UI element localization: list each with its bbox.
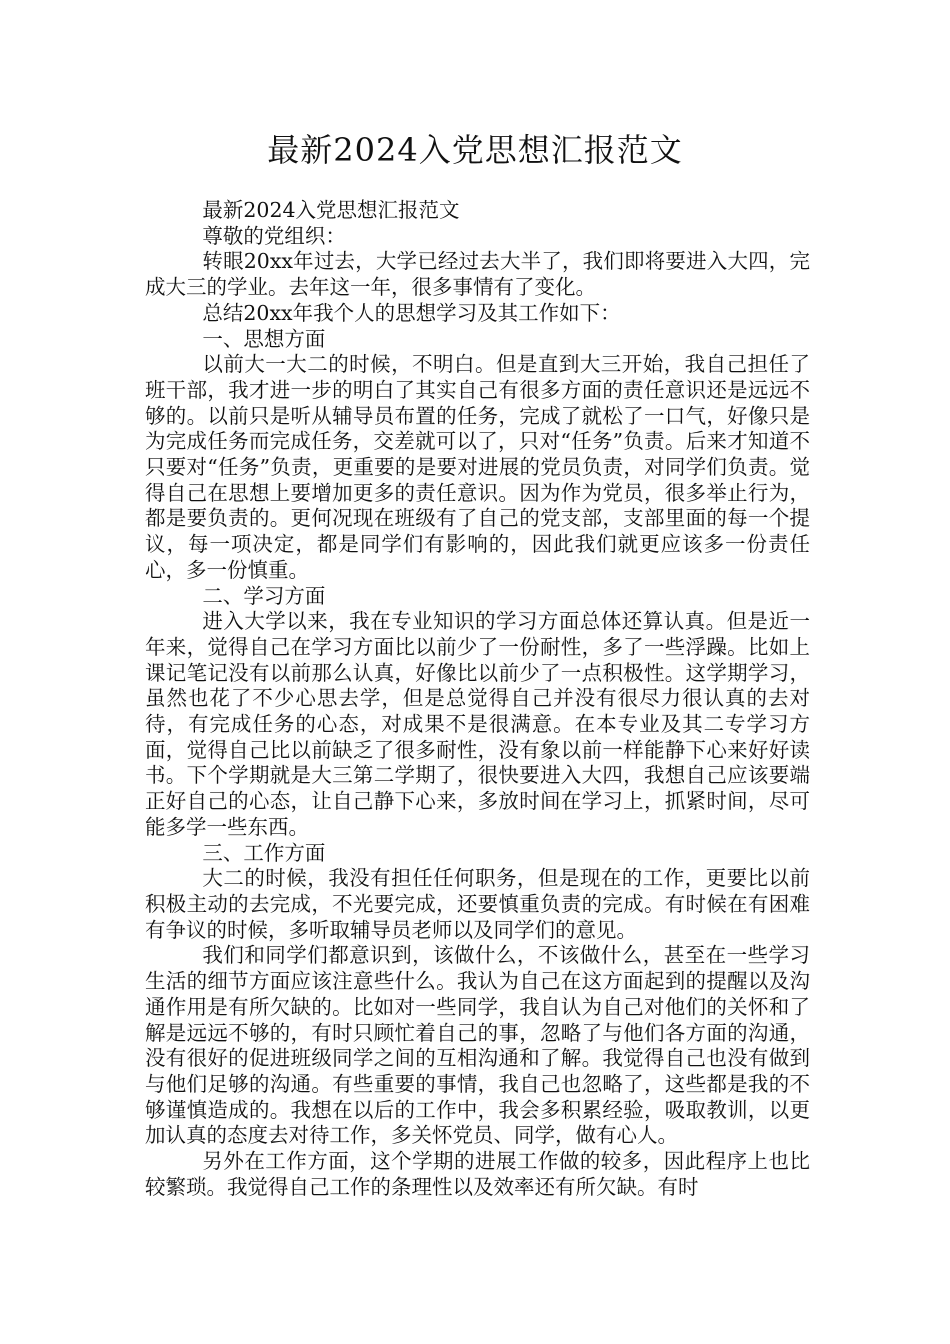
subtitle-line: 最新2024入党思想汇报范文 <box>202 198 460 222</box>
work-paragraph-3: 另外在工作方面，这个学期的进展工作做的较多，因此程序上也比较繁琐。我觉得自己工作的条理性以及效率还有所欠缺。有时 <box>145 1149 810 1199</box>
work-paragraph-2: 我们和同学们都意识到，该做什么，不该做什么，甚至在一些学习生活的细节方面应该注意些什么。我认为自己在这方面起到的提醒以及沟通作用是有所欠缺的。比如对一些同学，我自认为自己对他们的关怀和了解是远远不够的，有时只顾忙着自己的事，忽略了与他们各方面的沟通，没有很好的促进班级同学之间的互相沟通和了解。我觉得自己也没有做到与他们足够的沟通。有些重要的事情，我自己也忽略了，这些都是我的不够谨慎造成的。我想在以后的工作中，我会多积累经验，吸取教训，以更加认真的态度去对待工作，多关怀党员、同学，做有心人。 <box>145 943 810 1148</box>
intro-paragraph: 转眼20xx年过去，大学已经过去大半了，我们即将要进入大四，完成大三的学业。去年这一年，很多事情有了变化。 <box>145 249 810 300</box>
section-heading-thought: 一、思想方面 <box>202 326 326 351</box>
section-heading-work: 三、工作方面 <box>202 840 326 865</box>
document-title: 最新2024入党思想汇报范文 <box>267 131 683 169</box>
document-body <box>145 198 810 1200</box>
summary-line: 总结20xx年我个人的思想学习及其工作如下： <box>202 300 621 325</box>
study-paragraph: 进入大学以来，我在专业知识的学习方面总体还算认真。但是近一年来，觉得自己在学习方面比以前少了一份耐性，多了一些浮躁。比如上课记笔记没有以前那么认真，好像比以前少了一点积极性。这学期学习，虽然也花了不少心思去学，但是总觉得自己并没有很尽力很认真的去对待，有完成任务的心态，对成果不是很满意。在本专业及其二专学习方面，觉得自己比以前缺乏了很多耐性，没有象以前一样能静下心来好好读书。下个学期就是大三第二学期了，很快要进入大四，我想自己应该要端正好自己的心态，让自己静下心来，多放时间在学习上，抓紧时间，尽可能多学一些东西。 <box>145 609 810 839</box>
thought-paragraph: 以前大一大二的时候，不明白。但是直到大三开始，我自己担任了班干部，我才进一步的明白了其实自己有很多方面的责任意识还是远远不够的。以前只是听从辅导员布置的任务，完成了就松了一口气，好像只是为完成任务而完成任务，交差就可以了，只对“任务”负责。后来才知道不只要对“任务”负责，更重要的是要对进展的党员负责，对同学们负责。觉得自己在思想上要增加更多的责任意识。因为作为党员，很多举止行为，都是要负责的。更何况现在班级有了自己的党支部，支部里面的每一个提议，每一项决定，都是同学们有影响的，因此我们就更应该多一份责任心，多一份慎重。 <box>145 352 810 582</box>
work-paragraph-1: 大二的时候，我没有担任任何职务，但是现在的工作，更要比以前积极主动的去完成，不光要完成，还要慎重负责的完成。有时候在有困难有争议的时候，多听取辅导员老师以及同学们的意见。 <box>145 866 810 942</box>
section-heading-study: 二、学习方面 <box>202 583 326 608</box>
salutation: 尊敬的党组织： <box>202 223 346 248</box>
